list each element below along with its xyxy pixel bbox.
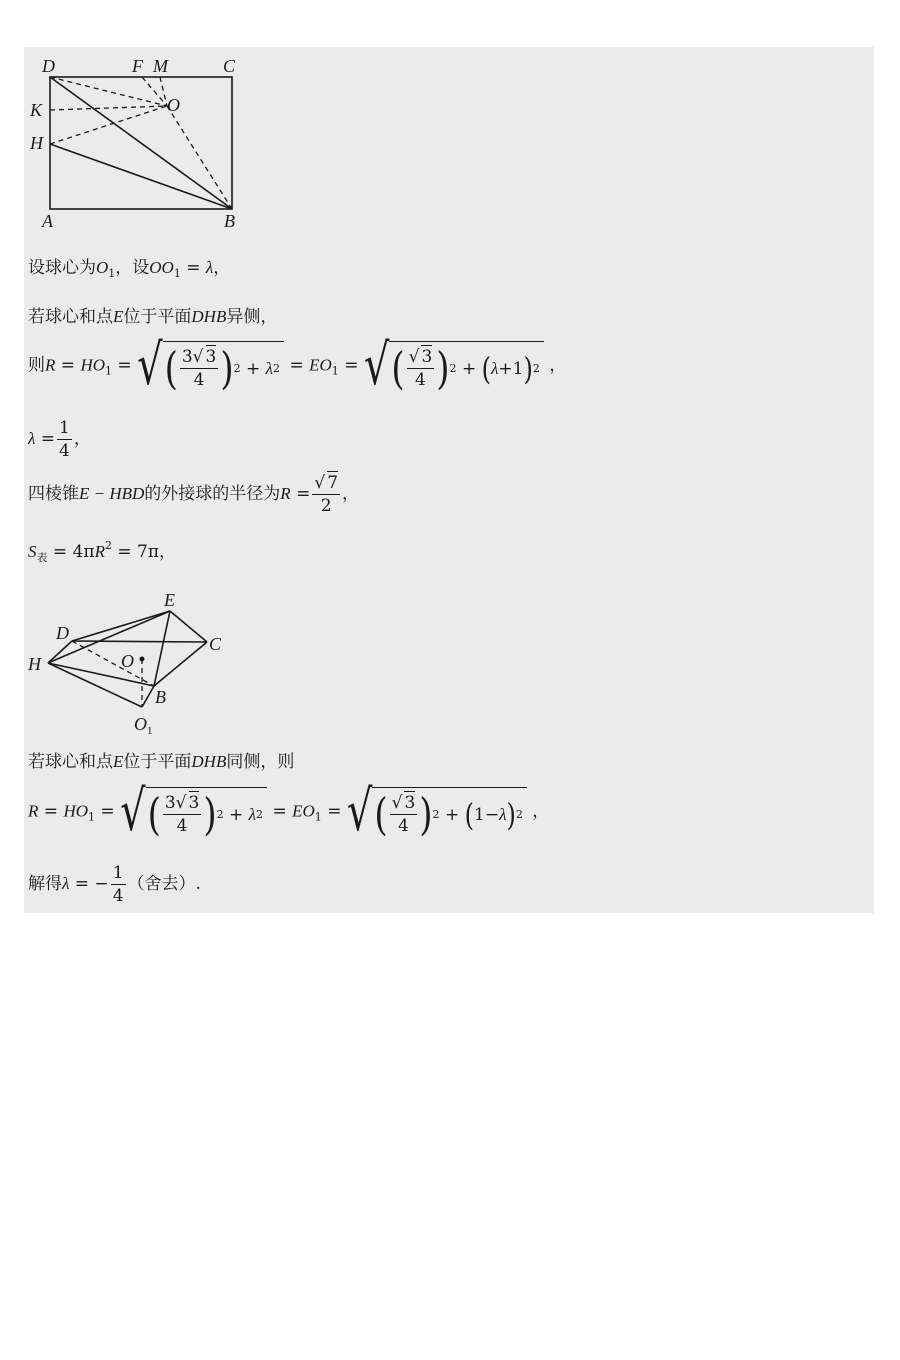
segment-do [50,77,167,106]
segment-hd [48,641,72,663]
segment-mo [160,77,167,106]
label-e: E [164,590,175,610]
segment-de [72,611,170,641]
label-a: A [42,211,53,231]
label-o: O [167,95,180,115]
line-3-formula: 则$R = HO_1$ = √ ( $\frac{3√ 3}{4}$ ) 2 + λ 2 = $EO_1$ = √ ( $\frac{√ 3}{4}$ ) 2 + ( λ + 1 ) 2 ， [28,333,567,399]
label-h: H [30,133,43,153]
segment-ob [167,106,232,209]
label-k: K [30,100,43,120]
segment-ho [50,106,167,144]
segment-db [50,77,232,209]
line-4: λ = $\frac{1}{4}$ ， [28,418,91,461]
point-o [140,657,145,662]
line-5: 四棱锥E − HBD的外接球的半径为R = $\frac{√ 7}{2}$ ， [28,473,360,516]
line-7: 若球心和点E位于平面DHB同侧，则 [28,752,295,772]
label-b: B [224,211,235,231]
label-d: D [42,56,55,76]
label-f: F [132,56,143,76]
line-9: 解得λ = − $\frac{1}{4}$ （舍去）. [28,863,201,906]
label-c: C [209,634,222,654]
segment-fo [142,77,167,106]
segment-dc [72,641,207,642]
label-d: D [56,623,69,643]
label-o1: $O_1$ [134,714,153,737]
line-1: 设球心为$O_1$，设$OO_1 = \lambda$， [28,258,231,280]
figure-rectangle [24,47,254,237]
label-b: B [155,687,166,707]
label-h: H [28,654,41,674]
segment-ec [170,611,207,642]
segment-hb [50,144,232,209]
segment-bo1 [142,686,154,707]
label-m: M [153,56,168,76]
line-8-formula: $R = HO_1$ = √ ( $\frac{3√ 3}{4}$ ) 2 + λ 2 = $EO_1$ = √ ( $\frac{√ 3}{4}$ ) 2 + ( 1 − λ ) 2 ， [28,779,550,845]
figure-pyramid [24,582,244,742]
line-6: $S_表 = 4\pi R^2 = 7\pi$， [28,539,177,564]
label-o: O [121,651,134,671]
label-c: C [223,56,236,76]
segment-ko [50,106,167,110]
segment-hb [48,663,154,686]
line-2: 若球心和点E位于平面DHB异侧， [28,307,278,327]
content-panel [24,47,874,913]
